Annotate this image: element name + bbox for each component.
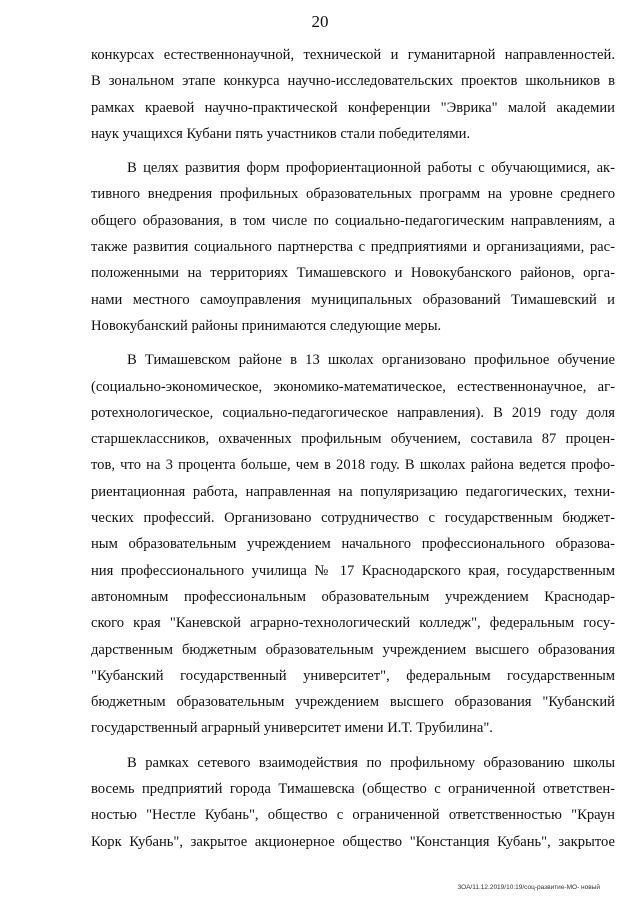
text-line: риентационная работа, направленная на популяризацию педагогических, техни- [91, 483, 615, 500]
paragraph [91, 750, 615, 855]
paragraph [91, 155, 615, 339]
text-line: Корк Кубань", закрытое акционерное общество "Констанция Кубань", закрытое [91, 833, 615, 850]
text-line: ского края "Каневской аграрно-технологический колледж", федеральным госу- [91, 615, 615, 632]
text-line: общего образования, в том числе по социально-педагогическим направлениям, а [91, 212, 615, 229]
text-line: ротехнологическое, социально-педагогическое направления). В 2019 году доля [91, 404, 615, 421]
text-line: государственный аграрный университет имени И.Т. Трубилина". [91, 720, 493, 737]
text-line: нами местного самоуправления муниципальных образований Тимашевский и [91, 291, 615, 308]
paragraph [91, 347, 615, 741]
text-line: Новокубанский районы принимаются следующие меры. [91, 317, 442, 334]
paragraph-gap [91, 147, 615, 155]
text-line: (социально-экономическое, экономико-математическое, естественнонаучное, аг- [91, 378, 615, 395]
text-line: наук учащихся Кубани пять участников стали победителями. [91, 125, 471, 142]
text-line: положенными на территориях Тимашевского и Новокубанского районов, орга- [91, 265, 615, 282]
text-line: В зональном этапе конкурса научно-исследовательских проектов школьников в [91, 73, 615, 90]
body-text [91, 42, 615, 855]
paragraph-gap [91, 742, 615, 750]
paragraph-gap [91, 339, 615, 347]
text-line: рамках краевой научно-практической конференции "Эврика" малой академии [91, 99, 615, 116]
text-line: конкурсах естественнонаучной, технической и гуманитарной направленностей. [91, 47, 615, 63]
text-line: восемь предприятий города Тимашевска (общество с ограниченной ответствен- [91, 781, 615, 798]
text-line: В рамках сетевого взаимодействия по профильному образованию школы [127, 754, 615, 771]
text-line: "Кубанский государственный университет", федеральным государственным [91, 667, 615, 684]
text-line: ческих профессий. Организовано сотрудничество с государственным бюджет- [91, 510, 615, 527]
paragraph [91, 42, 615, 147]
text-line: ностью "Нестле Кубань", общество с ограниченной ответственностью "Краун [91, 807, 615, 824]
text-line: дарственным бюджетным образовательным учреждением высшего образования [91, 641, 615, 658]
text-line: тивного внедрения профильных образовательных программ на уровне среднего [91, 186, 615, 203]
footer-code: ЗОА/11.12.2019/10:19/соц-развитие-МО- новый [457, 884, 600, 891]
text-line: также развития социального партнерства с предприятиями и организациями, рас- [91, 239, 615, 256]
text-line: В Тимашевском районе в 13 школах организовано профильное обучение [127, 352, 615, 369]
text-line: старшеклассников, охваченных профильным обучением, составила 87 процен- [91, 431, 615, 448]
text-line: бюджетным образовательным учреждением высшего образования "Кубанский [91, 694, 615, 711]
text-line: ния профессионального училища № 17 Краснодарского края, государственным [91, 562, 615, 579]
text-line: тов, что на 3 процента больше, чем в 2018 году. В школах района ведется профо- [91, 457, 615, 474]
page-number: 20 [311, 12, 329, 31]
text-line: автономным профессиональным образовательным учреждением Краснодар- [91, 588, 615, 605]
text-line: В целях развития форм профориентационной работы с обучающимися, ак- [127, 160, 615, 177]
text-line: ным образовательным учреждением начального профессионального образова- [91, 536, 615, 553]
